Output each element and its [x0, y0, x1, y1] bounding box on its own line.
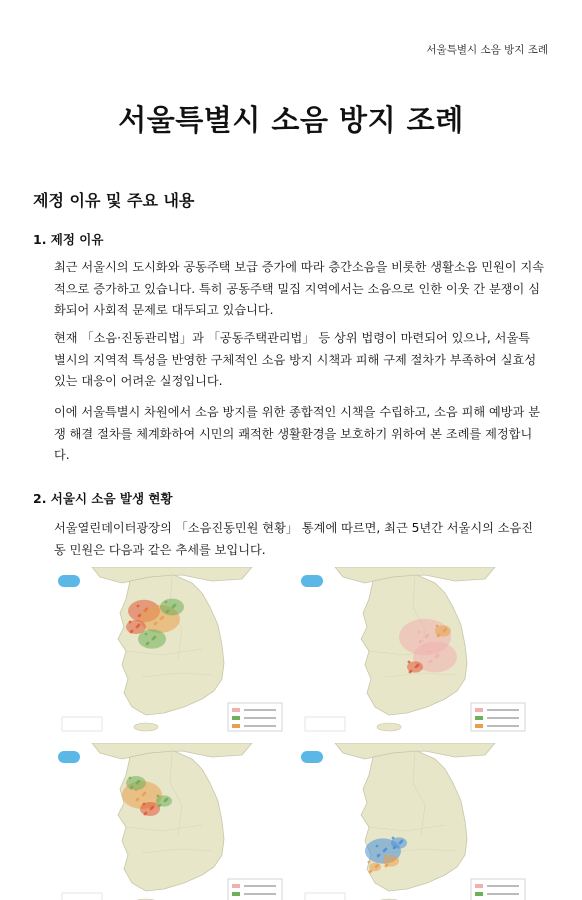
paragraph-line: 동 민원은 다음과 같은 추세를 보입니다. — [54, 542, 266, 557]
paragraph-line: 최근 서울시의 도시화와 공동주택 보급 증가에 따라 층간소음을 비롯한 생활소음 민원이 지속 — [54, 260, 544, 274]
paragraph-line: 쟁 해결 절차를 체계화하여 시민의 쾌적한 생활환경을 보호하기 위하여 본 조례를 제정합니 — [54, 426, 533, 441]
paragraph-statistics — [54, 518, 550, 561]
subsection-heading-status: 2. 서울시 소음 발생 현황 — [33, 491, 173, 506]
paragraph-purpose — [54, 402, 550, 467]
paragraph-legal-gap — [54, 328, 550, 393]
paragraph-background — [54, 257, 550, 322]
paragraph-line: 이에 서울특별시 차원에서 소음 방지를 위한 종합적인 시책을 수립하고, 소음 피해 예방과 분 — [54, 405, 540, 419]
korea-map-image — [295, 743, 531, 900]
paragraph-line: 별시의 지역적 특성을 반영한 구체적인 소음 방지 시책과 피해 구제 절차가 부족하여 실효성 — [54, 352, 537, 367]
paragraph-line: 서울열린데이터광장의 「소음진동민원 현황」 통계에 따르면, 최근 5년간 서울시의 소음진 — [54, 521, 534, 535]
korea-map-image — [52, 567, 288, 737]
paragraph-line: 화되어 사회적 문제로 대두되고 있습니다. — [54, 303, 274, 317]
running-header: 서울특별시 소음 방지 조례 — [426, 44, 548, 56]
korea-map-image — [52, 743, 288, 900]
paragraph-line: 적으로 증가하고 있습니다. 특히 공동주택 밀집 지역에서는 소음으로 인한 이웃 간 분쟁이 심 — [54, 281, 540, 296]
subsection-heading-reason: 1. 제정 이유 — [33, 232, 104, 247]
document-title: 서울특별시 소음 방지 조례 — [118, 103, 464, 137]
noise-map-figure — [52, 567, 532, 900]
paragraph-line: 현재 「소음·진동관리법」과 「공동주택관리법」 등 상위 법령이 마련되어 있으나, 서울특 — [54, 331, 531, 345]
section-heading: 제정 이유 및 주요 내용 — [33, 191, 195, 210]
korea-map-image — [295, 567, 531, 737]
paragraph-line: 다. — [54, 448, 70, 462]
paragraph-line: 있는 대응이 어려운 실정입니다. — [54, 374, 223, 388]
